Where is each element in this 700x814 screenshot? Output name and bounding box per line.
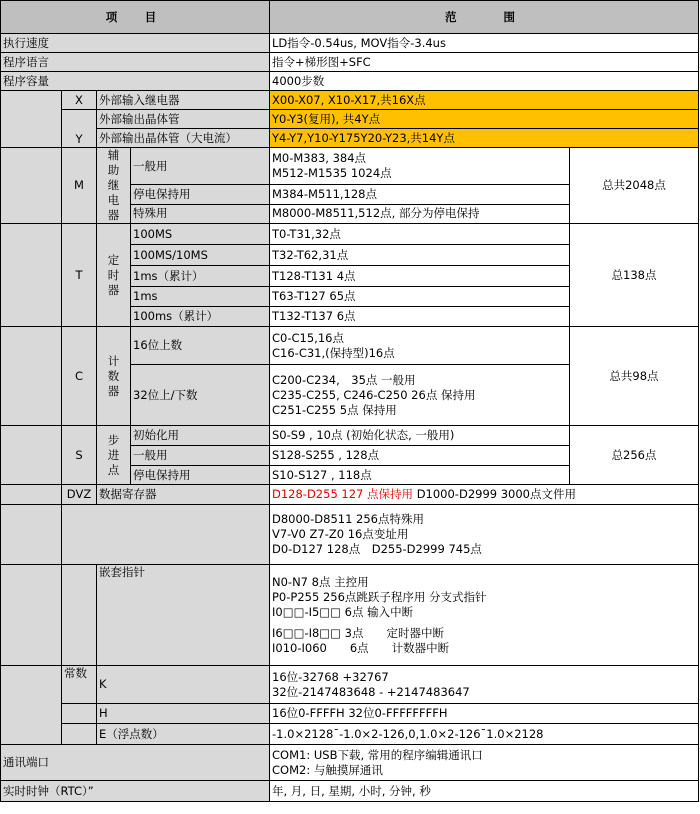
m-value-3: M8000-M8511,512点, 部分为停电保持: [270, 204, 570, 223]
t-value-5: T132-T137 6点: [270, 307, 570, 327]
program-capacity-label: 程序容量: [1, 72, 270, 91]
t-label-2: 100MS/10MS: [131, 245, 270, 266]
nest-blank: [1, 565, 62, 666]
m-value-1: M0-M383, 384点 M512-M1535 1024点: [270, 148, 570, 185]
t-value-4: T63-T127 65点: [270, 287, 570, 307]
y-label-2: 外部输出晶体管（大电流）: [97, 129, 270, 148]
y-code: Y: [62, 110, 97, 148]
header-range: 范 围: [270, 1, 699, 34]
c-blank: [1, 327, 62, 426]
rtc-label: 实时时钟（RTC）”: [1, 781, 270, 802]
h-value: 16位0-FFFFH 32位0-FFFFFFFFH: [270, 704, 699, 724]
s-code: S: [62, 426, 97, 485]
s-blank: [1, 426, 62, 485]
c-total: 总共98点: [570, 327, 699, 426]
c-code: C: [62, 327, 97, 426]
t-group: 定时器: [97, 224, 131, 327]
m-label-3: 特殊用: [131, 204, 270, 223]
m-code: M: [62, 148, 97, 224]
nest-label: 嵌套指针: [97, 565, 270, 666]
t-value-2: T32-T62,31点: [270, 245, 570, 266]
c-value-1: C0-C15,16点 C16-C31,(保持型)16点: [270, 327, 570, 365]
rtc-value: 年, 月, 日, 星期, 小时, 分钟, 秒: [270, 781, 699, 802]
y-value-2: Y4-Y7,Y10-Y175Y20-Y23,共14Y点: [270, 129, 699, 148]
e-value: -1.0×2128¯-1.0×2-126,0,1.0×2-126¯1.0×2128: [270, 724, 699, 745]
k-code: K: [97, 666, 270, 704]
t-value-1: T0-T31,32点: [270, 224, 570, 245]
nest-lines: N0-N7 8点 主控用 P0-P255 256点跳跃子程序用 分支式指针 I0□□-I5□□ 6点 输入中断 I6□□-I8□□ 3点 定时器中断 I010-I060 6点 计数器中断: [270, 565, 699, 666]
const-blank: [1, 666, 62, 745]
exec-speed-value: LD指令-0.54us, MOV指令-3.4us: [270, 34, 699, 53]
program-capacity-value: 4000步数: [270, 72, 699, 91]
s-total: 总256点: [570, 426, 699, 485]
t-value-3: T128-T131 4点: [270, 266, 570, 287]
dvz-blank-2: [1, 505, 62, 565]
dvz-blank-3: [62, 505, 270, 565]
dvz-value: D128-D255 127 点保持用 D1000-D2999 3000点文件用: [270, 485, 699, 505]
c-label-2: 32位上/下数: [131, 365, 270, 426]
t-label-3: 1ms（累计）: [131, 266, 270, 287]
h-blank: [62, 704, 97, 724]
m-value-2: M384-M511,128点: [270, 185, 570, 204]
m-label-1: 一般用: [131, 148, 270, 185]
c-group: 计数器: [97, 327, 131, 426]
s-group: 步进点: [97, 426, 131, 485]
c-value-2: C200-C234, 35点 一般用 C235-C255, C246-C250 26点 保持用 C251-C255 5点 保持用: [270, 365, 570, 426]
c-label-1: 16位上数: [131, 327, 270, 365]
k-value: 16位-32768 +32767 32位-2147483648 - +2147483647: [270, 666, 699, 704]
exec-speed-label: 执行速度: [1, 34, 270, 53]
s-label-1: 初始化用: [131, 426, 270, 446]
dvz-blank: [1, 485, 62, 505]
m-total: 总共2048点: [570, 148, 699, 224]
t-label-5: 100ms（累计）: [131, 307, 270, 327]
h-code: H: [97, 704, 270, 724]
s-value-2: S128-S255 , 128点: [270, 446, 570, 466]
s-value-3: S10-S127 , 118点: [270, 466, 570, 485]
io-blank: [1, 91, 62, 148]
m-group: 辅助继电器: [97, 148, 131, 224]
y-value-1: Y0-Y3(复用), 共4Y点: [270, 110, 699, 129]
const-label: 常数: [62, 666, 97, 704]
s-label-2: 一般用: [131, 446, 270, 466]
t-blank: [1, 224, 62, 327]
m-blank: [1, 148, 62, 224]
program-language-label: 程序语言: [1, 53, 270, 72]
e-code: E（浮点数）: [97, 724, 270, 745]
t-label-1: 100MS: [131, 224, 270, 245]
y-label-1: 外部输出晶体管: [97, 110, 270, 129]
t-label-4: 1ms: [131, 287, 270, 307]
x-value: X00-X07, X10-X17,共16X点: [270, 91, 699, 110]
comm-value: COM1: USB下载, 常用的程序编辑通讯口 COM2: 与触摸屏通讯: [270, 745, 699, 781]
nest-blank-2: [62, 565, 97, 666]
dvz-lines: D8000-D8511 256点特殊用 V7-V0 Z7-Z0 16点变址用 D0-D127 128点 D255-D2999 745点: [270, 505, 699, 565]
program-language-value: 指令+梯形图+SFC: [270, 53, 699, 72]
dvz-label: 数据寄存器: [97, 485, 270, 505]
t-total: 总138点: [570, 224, 699, 327]
header-item: 项 目: [1, 1, 270, 34]
x-label: 外部输入继电器: [97, 91, 270, 110]
e-blank: [62, 724, 97, 745]
dvz-code: DVZ: [62, 485, 97, 505]
s-value-1: S0-S9 , 10点 (初始化状态, 一般用): [270, 426, 570, 446]
s-label-3: 停电保持用: [131, 466, 270, 485]
m-label-2: 停电保持用: [131, 185, 270, 204]
x-code: X: [62, 91, 97, 110]
comm-label: 通讯端口: [1, 745, 270, 781]
t-code: T: [62, 224, 97, 327]
